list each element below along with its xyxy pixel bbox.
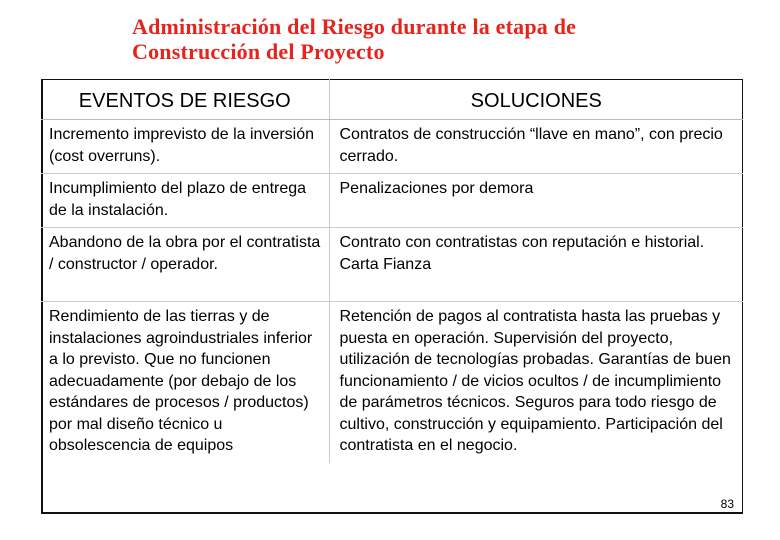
page-number: 83	[720, 497, 734, 511]
table-row	[41, 120, 743, 174]
solucion-cell: Penalizaciones por demora	[329, 174, 743, 228]
header-eventos-de-riesgo: EVENTOS DE RIESGO	[41, 79, 329, 120]
evento-cell: Abandono de la obra por el contratista / constructor / operador.	[41, 228, 329, 302]
solucion-cell: Contrato con contratistas con reputación e historial. Carta Fianza	[329, 228, 743, 302]
solucion-cell: Retención de pagos al contratista hasta las pruebas y puesta en operación. Supervisión del proyecto, utilización de tecnologías probadas. Garantías de buen funcionamiento / de vicios ocultos / de incumplimiento de parámetros técnicos. Seguros para todo riesgo de cultivo, construcción y equipamiento. Participación del contratista en el negocio.	[339, 308, 731, 454]
slide-title-line-2: Construcción del Proyecto	[132, 39, 385, 64]
evento-cell: Incumplimiento del plazo de entrega de la instalación.	[41, 174, 329, 228]
table-row	[41, 228, 743, 302]
table-header-row	[41, 79, 743, 120]
slide-title-line-1: Administración del Riesgo durante la etapa de	[132, 14, 577, 39]
evento-cell: Incremento imprevisto de la inversión (cost overruns).	[41, 120, 329, 174]
header-soluciones: SOLUCIONES	[329, 79, 743, 120]
risk-table	[41, 79, 743, 463]
evento-cell: Rendimiento de las tierras y de instalaciones agroindustriales inferior a lo previsto. Que no funcionen adecuadamente (por debajo de los estándares de procesos / productos) por mal diseño técnico u obsolescencia de equipos	[41, 302, 329, 463]
slide-title	[132, 14, 752, 64]
table-row	[41, 174, 743, 228]
solucion-cell: Contratos de construcción “llave en mano”, con precio cerrado.	[329, 120, 743, 174]
table-row	[41, 302, 743, 463]
